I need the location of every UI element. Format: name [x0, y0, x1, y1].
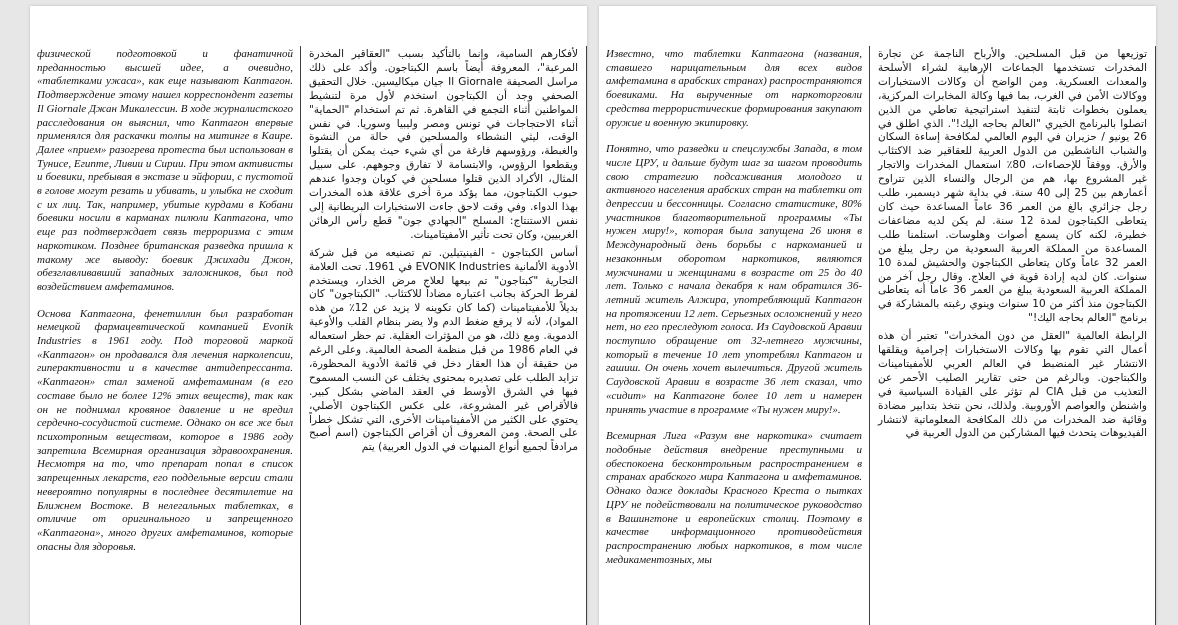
- page-1: [30, 6, 587, 625]
- paragraph: Всемирная Лига «Разум вне наркотика» считает подобные действия внедрение преступными и обеспокоена бесконтрольным распространением в странах арабского мира Каптагона и амфетаминов. Однако даже доклады Красного Креста о пытках ЦРУ не подействовали на политическое руководство в Вашингтоне и европейских столиц. Поэтому в качестве информационного противодействия распространению любых наркотиков, в том числе медикаментозных, мы: [606, 430, 862, 566]
- paragraph: физической подготовкой и фанатичной преданностью высшей идее, а очевидно, «таблетками ужаса», как еще называют Каптагон. Подтверждение этому нашел корреспондент газеты Il Giornale Джан Микалессин. В ходе журналистского расследования он выяснил, что Каптагон впервые применялся для раскачки толпы на митинге в Каире. Далее «прием» разогрева протеста был использован в Тунисе, Египте, Ливии и Сирии. При этом активисты и боевики, пребывая в экстазе и эйфории, с пустотой в голове могут резать и убивать, и улыбка не сходит с их лиц. Так, например, убитые курдами в Кобани боевики носили в карманах пилюли Каптагона, что еще раз подтверждает связь терроризма с этим наркотиком. Позднее британская разведка пришла к такому же выводу: боевик Джихади Джон, обезглавливавший западных заложников, был под воздействием амфетаминов.: [37, 48, 294, 293]
- paragraph: الرابطة العالمية "العقل من دون المخدرات" تعتبر أن هذه أعمال التي تقوم بها وكالات الاستخبارات إجرامية ويقلقها الانتشار غير المنضبط في العالم العربي للأمفيتامينات والكبتاجون. وبالرغم من حتى تقارير الصليب الأحمر عن التعذيب من قبل CIA لم تؤثر على القيادة السياسية في واشنطن والعواصم الأوروبية. ولذلك، نحن نتخذ بتدابير مضادة وقائية ضد المخدرات من ذلك المكافحة المعلوماتية لانتشار الفيديوهات يتحدث فيها المشاركين من الدول العربية في: [878, 330, 1147, 440]
- paragraph: Основа Каптагона, фенетиллин был разработан немецкой фармацевтической компанией Evonik Industries в 1961 году. Под торговой маркой «Каптагон» он продавался для лечения нарколепсии, гиперактивности и в качестве антидепрессанта. «Каптагон» стал заменой амфетаминам (в его составе было не более 12% этих веществ), так как он не поднимал кровяное давление и не вредил сердечно-сосудистой системе. Однако он все же был психотропным веществом, которое в 1986 году запретила Всемирная организация здравоохранения. Несмотря на то, что препарат попал в список запрещенных лекарств, его поддельные версии стали невероятно популярны в последнее десятилетие на Ближнем Востоке. В нелегальных таблетках, в отличие от оригинального и запрещенного «Каптагона», много других амфетаминов, которые опасны для здоровья.: [37, 307, 293, 553]
- page-1-arabic-column: [300, 46, 587, 625]
- page-2-russian-column: [599, 46, 869, 625]
- paragraph: أساس الكبتاجون - الفينيتيلين. تم تصنيعه من قبل شركة الأدوية الألمانية EVONIK Industries في 1961. تحت العلامة التجارية "كبتاجون" تم بيعها لعلاج مرض الخدار، ويستخدم لفرط الحركة بجانب اعتباره مضاداً للاكتئاب. "الكبتاجون" كان بديلاً للأمفيتامينات (كما كان تكوينه لا يزيد عن 12٪ من هذه المواد)، لأنه لا يرفع ضغط الدم ولا يضر بنظام القلب والأوعية الدموية. ومع ذلك، هو من المؤثرات العقلية. تم حظر استعماله في العام 1986 من قبل منظمة الصحة العالمية. وعلى الرغم من حقيقة أن هذا العقار دخل في قائمة الأدوية المحظورة، تزايد الطلب على تصديره بمحتوى يختلف عن النسب المسموح فيها في الشرق الأوسط في العقد الماضي بشكل كبير. فالأقراص غير المشروعة، على عكس الكبتاجون الأصلي، يحتوي على الكثير من الأمفيتامينات الأخرى، التي تشكل خطراً على الصحة. ومن المعروف أن أقراص الكبتاجون (اسم أصبح مرادفاً لجميع أنواع المنبهات في الدول العربية) يتم: [309, 246, 579, 454]
- paragraph: لأفكارهم السامية، وإنما بالتأكيد بسبب "العقاقير المخدرة المرعبة"، المعروفة أيضاً باسم الكبتاجون. وأكد على ذلك مراسل الصحيفة Il Giornale جيان ميكاليسين. خلال التحقيق الصحفي وجد أن الكبتاجون استخدم لأول مرة لتنشيط المواطنين أثناء التجمع في القاهرة. ثم تم استخدام "الحماية" أثناء الاحتجاجات في تونس ومصر وليبيا وسوريا. في نفس الوقت، ليثي النشطاء والمسلحين في حالة من النشوة والغبطة، ورؤوسهم فارغة من أي شيء حيث يمكن أن يقتلوا ويقطعوا الرؤوس، والابتسامة لا تفارق وجوههم. على سبيل المثال، الأكراد الذين قتلوا مسلحين في كوبان وجدوا عندهم حبوب الكبتاجون، مما يؤكد مرة أخرى علاقة هذه المخدرات بهذا الدواء. وفي وقت لاحق جاءت الاستخبارات البريطانية إلى نفس الاستنتاج: المسلح "الجهادي جون" قطع رأس الرهائن الغربيين، وكان تحت تأثير الأمفيتامينات.: [309, 48, 578, 241]
- paragraph: Понятно, что разведки и спецслужбы Запада, в том числе ЦРУ, и дальше будут шаг за шагом проводить свою стратегию подсаживания молодого и активного населения арабских стран на таблетки от депрессии и бессонницы. Согласно статистике, 80% участников благотворительной программы «Ты нужен миру!», которая была запущена 26 июня в Международный день борьбы с наркоманией и незаконным оборотом наркотиков, являются мужчинами и женщинами в возрасте от 25 до 40 лет. Только с начала декабря к нам обратился 36-летний житель Алжира, употребляющий Каптагон на протяжении 12 лет. Серьезных осложнений у него нет, но его преследуют голоса. Из Саудовской Аравии поступило обращение от 32-летнего мужчины, который в течение 10 лет употреблял Каптагон и гашиш. Он очень хочет вылечиться. Другой житель Саудовской Аравии в возрасте 36 лет сказал, что «сидит» на Каптагоне более 10 лет и намерен принять участие в программе «Ты нужен миру!».: [606, 143, 862, 416]
- paragraph: Известно, что таблетки Каптагона (названия, ставшего нарицательным для всех видов амфетамина в арабских странах) распространяются боевиками. На вырученные от наркоторговли средства террористические формирования закупают оружие и военную экипировку.: [606, 48, 862, 129]
- page-1-columns: [30, 46, 587, 625]
- paragraph: توزيعها من قبل المسلحين. والأرباح الناجمة عن تجارة المخدرات تستخدمها الجماعات الإرهابية لشراء الأسلحة والمعدات العسكرية. ومن الواضح أن وكالات الاستخبارات ووكالات الأمن في الغرب، بما فيها وكالة المخابرات المركزية، يعملون بخطوات ثابتة لتنفيذ استراتيجية تعاطي من الذين اتصلوا بالبرنامج الخيري "العالم بحاجه اليك!". الذي اطلق في 26 يونيو / حزيران في اليوم العالمي لمكافحة إساءة السكان والشباب الناشطين من الدول العربية للعقاقير ضد الاكتئاب والأرق. ووفقاً للإحصاءات، 80٪ استعمال المخدرات والاتجار غير المشروع بها، هم من الرجال والنساء الذين تتراوح أعمارهم بين 25 إلى 40 سنة. في بداية شهر ديسمبر، طلب رجل جزائري بالغ من العمر 36 عاماً المساعدة حيث كان يتعاطى الكبتاجون لمدة 12 سنة. لم يكن لديه مضاعفات خطيرة، لكنه كان يسمع أصوات وهلوسات. استلمنا طلب المساعدة من المملكة العربية السعودية من رجل يبلغ من العمر 32 عاماً وكان يتعاطى الكبتاجون والحشيش لمدة 10 سنوات. كان لديه إرادة قوية في العلاج. وقال رجل آخر من المملكة العربية السعودية يبلغ من العمر 36 عاماً أنه يتعاطى الكبتاجون منذ أكثر من 10 سنوات وينوي رغبته بالمشاركة في برنامج "العالم بحاجه اليك!": [878, 48, 1148, 325]
- page-1-russian-column: [30, 46, 300, 625]
- page-2-columns: [599, 46, 1156, 625]
- page-2: [599, 6, 1156, 625]
- page-2-arabic-column: [869, 46, 1156, 625]
